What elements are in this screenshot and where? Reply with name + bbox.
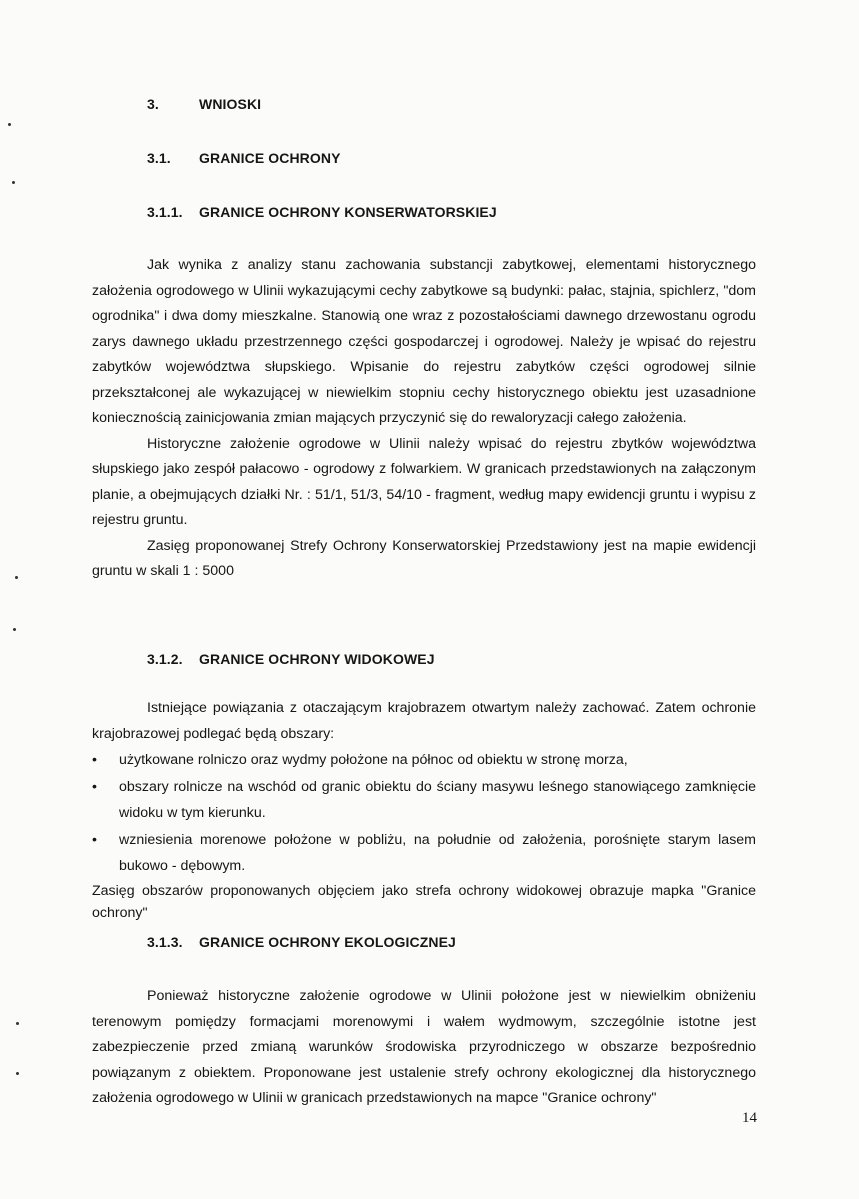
paragraph: Zasięg proponowanej Strefy Ochrony Konserwatorskiej Przedstawiony jest na mapie ewidencji gruntu w skali 1 : 5000 [92,537,756,579]
page-number: 14 [742,1110,757,1126]
list-item: • obszary rolnicze na wschód od granic obiektu do ściany masywu leśnego stanowiącego zamknięcie widoku w tym kierunku. [92,774,756,827]
heading-number: 3.1.2. [147,651,183,667]
heading-number: 3. [147,96,159,112]
list-item: • użytkowane rolniczo oraz wydmy położone na północ od obiektu w stronę morza, [92,747,756,774]
paragraph: Jak wynika z analizy stanu zachowania substancji zabytkowej, elementami historycznego założenia ogrodowego w Ulinii wykazującymi cechy zabytkowe są budynki: pałac, stajnia, spichlerz, "dom ogrodnika" i dwa domy mieszkalne. Stanowią one wraz z pozostałościami dawnego drzewostanu ogrodu zarys dawnego układu przestrzennego części gospodarczej i ogrodowej. Należy je wpisać do rejestru zabytków województwa słupskiego. Wpisanie do rejestru zabytków części ogrodowej silnie przekształconej ale wykazującej w niewielkim stopniu cechy historycznego obiektu jest uzasadnione koniecznością zainicjowania zmian mających przyczynić się do rewaloryzacji całego założenia. [92,257,756,426]
section-3-1-1-body [92,253,756,585]
paragraph: Historyczne założenie ogrodowe w Ulinii należy wpisać do rejestru zbytków województwa słupskiego jako zespół pałacowo - ogrodowy z folwarkiem. W granicach przedstawionych na załączonym planie, a obejmujących działki Nr. : 51/1, 51/3, 54/10 - fragment, według mapy ewidencji gruntu i wypisu z rejestru gruntu. [92,435,756,528]
bullet-list [92,747,756,880]
heading-title: GRANICE OCHRONY EKOLOGICZNEJ [199,934,456,950]
paragraph: Istniejące powiązania z otaczającym krajobrazem otwartym należy zachować. Zatem ochronie krajobrazowej podlegać będą obszary: [92,700,756,742]
heading-number: 3.1. [147,150,171,166]
bullet-icon: • [92,831,97,848]
paragraph: Zasięg obszarów proponowanych objęciem jako strefa ochrony widokowej obrazuje mapka "Granice ochrony" [92,882,756,921]
scan-speck [16,1072,19,1075]
section-3-1-2-body [92,696,756,924]
heading-title: GRANICE OCHRONY [199,150,341,166]
section-3-1-3-body [92,984,756,1112]
scan-speck [12,181,15,184]
scan-speck [15,576,18,579]
heading-title: GRANICE OCHRONY KONSERWATORSKIEJ [199,204,497,220]
heading-title: GRANICE OCHRONY WIDOKOWEJ [199,651,435,667]
list-item: • wzniesienia morenowe położone w pobliżu, na południe od założenia, porośnięte starym lasem bukowo - dębowym. [92,827,756,880]
heading-number: 3.1.1. [147,204,183,220]
heading-3-1 [147,150,341,166]
scan-speck [8,123,11,126]
bullet-icon: • [92,752,97,768]
paragraph: Ponieważ historyczne założenie ogrodowe w Ulinii położone jest w niewielkim obniżeniu terenowym pomiędzy formacjami morenowymi i wałem wydmowym, szczególnie istotne jest zabezpieczenie przed zmianą warunków środowiska przyrodniczego w obszarze bezpośrednio powiązanym z obiektem. Proponowane jest ustalenie strefy ochrony ekologicznej dla historycznego założenia ogrodowego w Ulinii w granicach przedstawionych na mapce "Granice ochrony" [92,988,756,1106]
heading-3 [147,96,261,112]
heading-3-1-2 [147,651,435,667]
heading-3-1-1 [147,204,497,220]
scan-speck [13,628,16,631]
heading-3-1-3 [147,934,456,950]
heading-title: WNIOSKI [199,96,262,112]
scan-speck [16,1022,19,1025]
heading-number: 3.1.3. [147,934,183,950]
bullet-icon: • [92,778,97,795]
